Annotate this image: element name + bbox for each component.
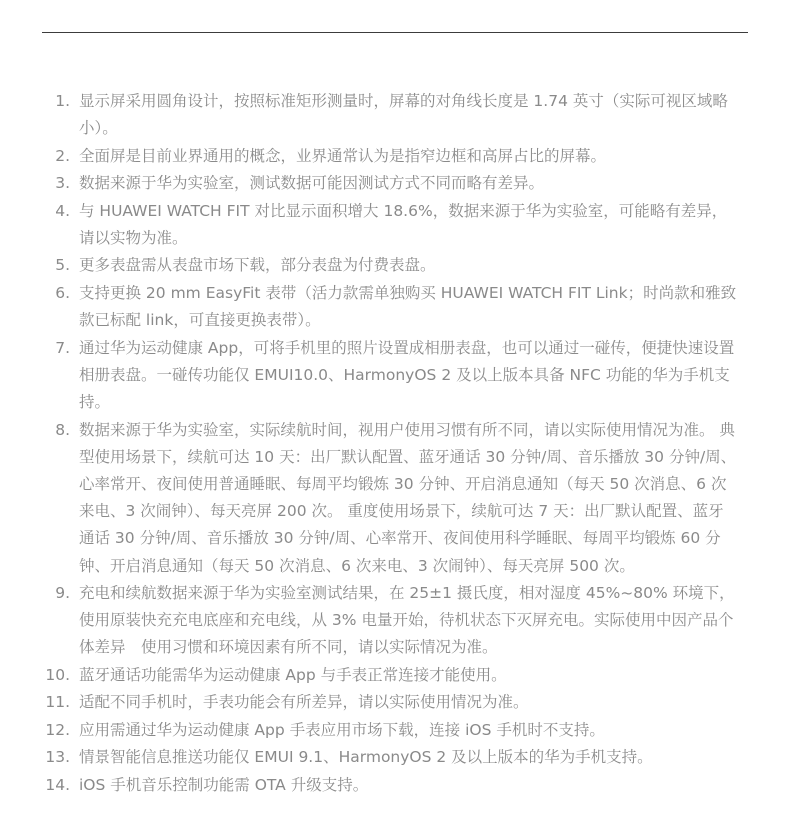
footnote-item — [0, 689, 739, 716]
footnote-item — [0, 417, 739, 580]
top-divider — [42, 32, 748, 33]
footnote-number: 14. — [45, 775, 70, 794]
footnote-item — [0, 170, 739, 197]
footnote-number: 1. — [55, 92, 70, 110]
footnote-text: 显示屏采用圆角设计，按照标准矩形测量时，屏幕的对角线长度是 1.74 英寸（实际可视区域略小）。 — [79, 92, 728, 138]
footnote-text: 适配不同手机时，手表功能会有所差异，请以实际使用情况为准。 — [79, 693, 529, 712]
footnote-text: 应用需通过华为运动健康 App 手表应用市场下载，连接 iOS 手机时不支持。 — [79, 720, 605, 739]
footnote-item — [0, 335, 739, 417]
footnote-text: 全面屏是目前业界通用的概念，业界通常认为是指窄边框和高屏占比的屏幕。 — [79, 146, 607, 165]
footnote-number: 11. — [45, 693, 70, 712]
footnote-number: 9. — [55, 584, 70, 603]
footnote-text: 通过华为运动健康 App，可将手机里的照片设置成相册表盘，也可以通过一碰传，便捷快速设置相册表盘。一碰传功能仅 EMUI10.0、HarmonyOS 2 及以上版本具备 NFC 功能的华为手机支持。 — [79, 338, 735, 412]
footnote-number: 12. — [45, 720, 70, 739]
footnote-text: 与 HUAWEI WATCH FIT 对比显示面积增大 18.6%，数据来源于华为实验室，可能略有差异，请以实物为准。 — [79, 201, 728, 247]
footnote-text: 数据来源于华为实验室，实际续航时间，视用户使用习惯有所不同，请以实际使用情况为准。 典型使用场景下，续航可达 10 天：出厂默认配置、蓝牙通话 30 分钟/周、音乐播放 30 分钟/周、心率常开、夜间使用普通睡眠、每周平均锻炼 30 分钟、开启消息通知（每天 50 次消息、6 次来电、3 次闹钟）、每天亮屏 200 次。 重度使用场景下，续航可达 7 天：出厂默认配置、蓝牙通话 30 分钟/周、音乐播放 30 分钟/周、心率常开、夜间使用科学睡眠、每周平均锻炼 60 分钟、开启消息通知（每天 50 次消息、6 次来电、3 次闹钟）、每天亮屏 500 次。 — [79, 420, 737, 575]
footnote-number: 6. — [55, 283, 70, 302]
footnote-text: 更多表盘需从表盘市场下载，部分表盘为付费表盘。 — [79, 256, 436, 275]
footnote-number: 8. — [55, 420, 70, 439]
footnote-item — [0, 143, 739, 170]
footnote-item — [0, 772, 739, 799]
footnote-item — [0, 88, 739, 142]
footnote-item — [0, 252, 739, 279]
footnote-text: 支持更换 20 mm EasyFit 表带（活力款需单独购买 HUAWEI WATCH FIT Link；时尚款和雅致款已标配 link，可直接更换表带）。 — [79, 283, 737, 330]
footnote-number: 7. — [55, 338, 70, 357]
footnote-number: 3. — [55, 174, 70, 193]
footnote-number: 10. — [45, 665, 70, 684]
footnote-item — [0, 744, 739, 771]
footnote-text: 蓝牙通话功能需华为运动健康 App 与手表正常连接才能使用。 — [79, 665, 507, 684]
footnote-number: 5. — [55, 256, 70, 275]
footnote-item — [0, 662, 739, 689]
footnote-number: 2. — [55, 146, 70, 165]
footnote-text: iOS 手机音乐控制功能需 OTA 升级支持。 — [79, 775, 369, 794]
footnote-item — [0, 580, 739, 662]
footnote-text: 数据来源于华为实验室，测试数据可能因测试方式不同而略有差异。 — [79, 174, 545, 193]
footnote-text: 充电和续航数据来源于华为实验室测试结果，在 25±1 摄氏度，相对湿度 45%~80% 环境下，使用原装快充充电底座和充电线，从 3% 电量开始，待机状态下灭屏充电。实际使用中因产品个体差异 使用习惯和环境因素有所不同，请以实际情况为准。 — [79, 584, 735, 657]
footnote-item — [0, 280, 739, 334]
footnotes-list — [0, 88, 790, 799]
footnote-item — [0, 198, 739, 252]
footnote-number: 13. — [45, 748, 70, 767]
footnote-number: 4. — [55, 201, 70, 220]
footnote-text: 情景智能信息推送功能仅 EMUI 9.1、HarmonyOS 2 及以上版本的华为手机支持。 — [79, 748, 653, 767]
footnote-item — [0, 717, 739, 744]
